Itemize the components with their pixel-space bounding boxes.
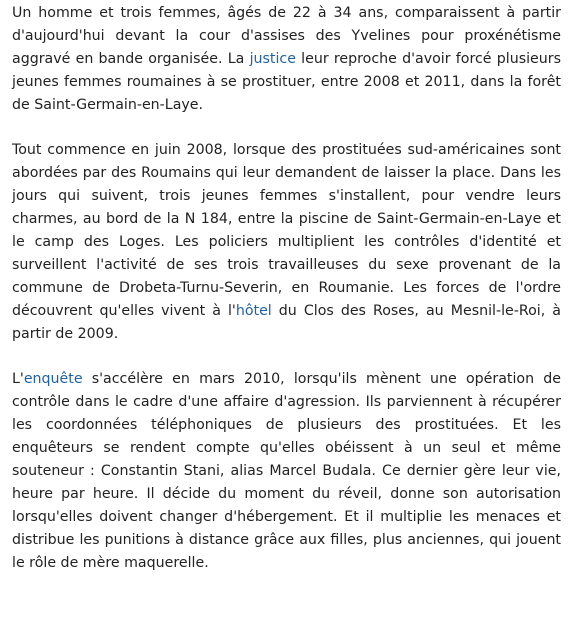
justice-link[interactable]: justice [249,50,296,67]
paragraph-2 [12,139,561,345]
paragraph-3-text-start: L' [12,371,24,388]
paragraph-3-text: s'accélère en mars 2010, lorsqu'ils mènent une opération de contrôle dans le cadre d'une affaire d'agression. Ils parviennent à récupérer les coordonnées téléphoniques de plusieurs des prostituées. Et les enquêteurs se rendent compte qu'elles obéissent à un seul et même souteneur : Constantin Stani, alias Marcel Budala. Ce dernier gère leur vie, heure par heure. Il décide du moment du réveil, donne son autorisation lorsqu'elles doivent changer d'hébergement. Et il multiplie les menaces et distribue les punitions à distance grâce aux filles, plus anciennes, qui jouent le rôle de mère maquerelle. [12,371,561,571]
hotel-link[interactable]: hôtel [235,302,272,319]
paragraph-2-text-end: du Clos des Roses, au Mesnil-le-Roi, à partir de 2009. [12,302,561,342]
enquete-link[interactable]: enquête [23,371,83,388]
paragraph-1 [12,2,561,117]
paragraph-3 [12,368,561,574]
paragraph-2-text: Tout commence en juin 2008, lorsque des prostituées sud-américaines sont abordées par des Roumains qui leur demandent de laisser la place. Dans les jours qui suivent, trois jeunes femmes s'installent, pour vendre leurs charmes, au bord de la N 184, entre la piscine de Saint-Germain-en-Laye et le camp des Loges. Les policiers multiplient les contrôles d'identité et surveillent l'activité de ses trois travailleuses du sexe provenant de la commune de Drobeta-Turnu-Severin, en Roumanie. Les forces de l'ordre découvrent qu'elles vivent à l' [12,142,561,319]
paragraph-1-text: Un homme et trois femmes, âgés de 22 à 34 ans, comparaissent à partir d'aujourd'hui devant la cour d'assises des Yvelines pour proxénétisme aggravé en bande organisée. La [12,5,561,67]
paragraph-1-text-end: leur reproche d'avoir forcé plusieurs jeunes femmes roumaines à se prostituer, entre 2008 et 2011, dans la forêt de Saint-Germain-en-Laye. [12,50,561,113]
